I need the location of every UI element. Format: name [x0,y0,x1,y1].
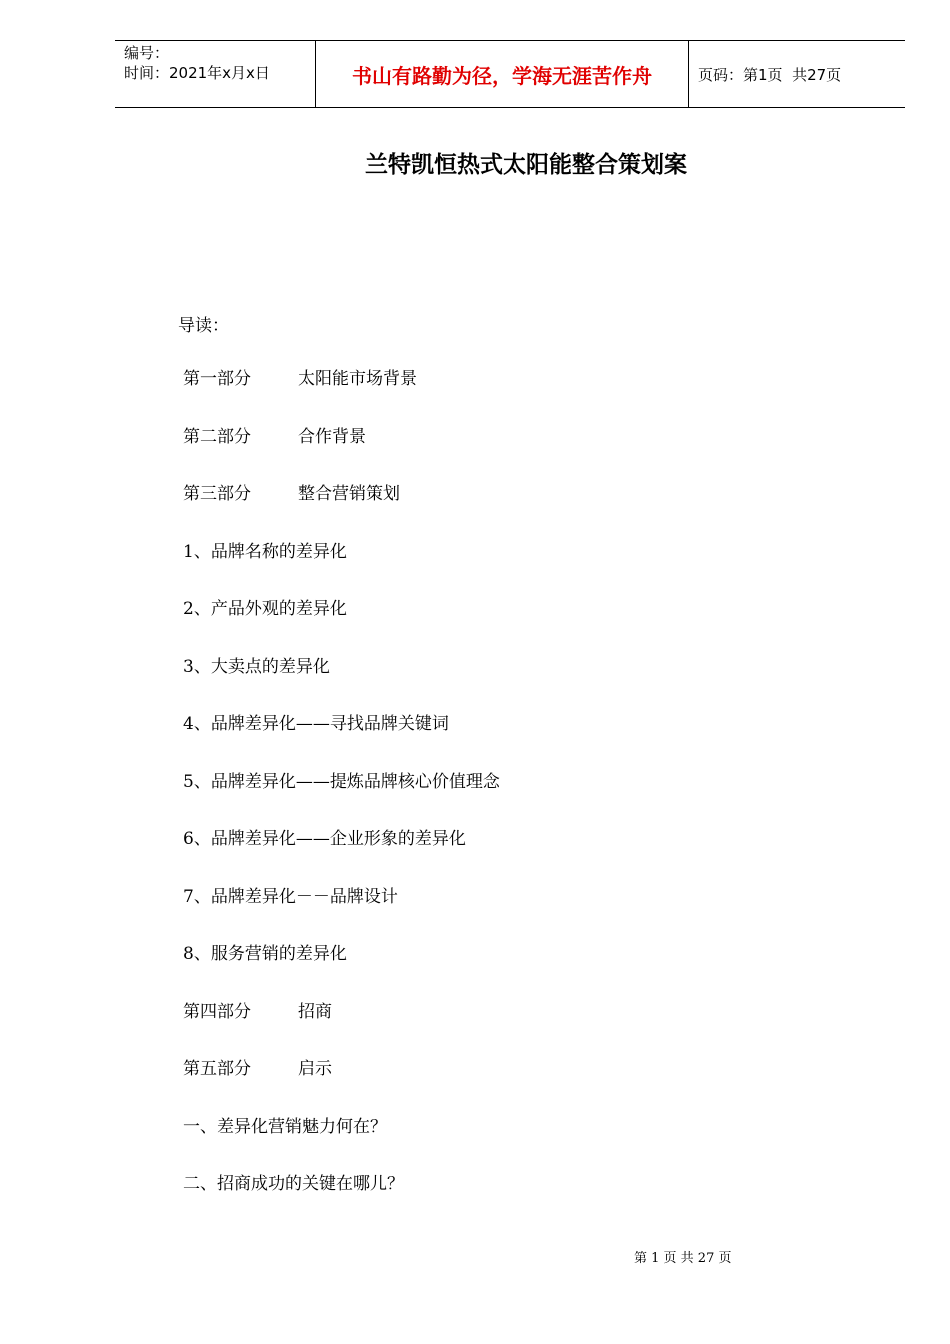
toc-part-3 [183,483,500,541]
toc-item: 7、品牌差异化－－品牌设计 [183,886,398,907]
toc-part-1 [183,368,500,426]
toc-question-1: 一、差异化营销魅力何在？ [183,1116,387,1137]
header-motto: 书山有路勤为径，学海无涯苦作舟 [315,41,689,107]
document-number-label: 编号： [124,44,170,62]
header-page-cell [689,41,905,107]
footer-page-number: 第 1 页 共 27 页 [634,1251,732,1266]
toc-part-2 [183,426,500,484]
toc-item: 5、品牌差异化——提炼品牌核心价值理念 [183,771,500,792]
header-page-number: 页码：第1页 共27页 [698,65,842,84]
toc-item: 4、品牌差异化——寻找品牌关键词 [183,714,449,734]
toc-item: 8、服务营销的差异化 [183,944,347,964]
intro-label: 导读： [178,316,229,336]
toc-item: 6、品牌差异化——企业形象的差异化 [183,829,466,849]
toc-part-label: 第三部分 [183,484,251,504]
toc-part-text: 太阳能市场背景 [298,369,417,389]
toc-item: 3、大卖点的差异化 [183,656,330,677]
toc-part-label: 第二部分 [183,426,251,447]
toc-part-text: 招商 [298,1001,332,1022]
toc-part-text: 合作背景 [298,426,366,447]
toc-part-5 [183,1058,500,1116]
document-header [115,40,905,108]
header-info-cell [115,41,315,107]
page-footer [634,1247,731,1266]
document-time-label: 时间：2021年x月x日 [124,64,270,82]
toc-item: 1、品牌名称的差异化 [183,541,347,562]
toc-part-text: 启示 [298,1059,332,1079]
toc-part-label: 第五部分 [183,1059,251,1079]
toc-question-2: 二、招商成功的关键在哪儿？ [183,1174,404,1194]
table-of-contents [183,368,500,1231]
toc-part-label: 第四部分 [183,1001,251,1022]
toc-part-text: 整合营销策划 [298,484,400,504]
document-title: 兰特凯恒热式太阳能整合策划案 [365,152,687,178]
toc-part-4 [183,1001,500,1059]
toc-part-label: 第一部分 [183,369,251,389]
toc-item: 2、产品外观的差异化 [183,599,347,619]
